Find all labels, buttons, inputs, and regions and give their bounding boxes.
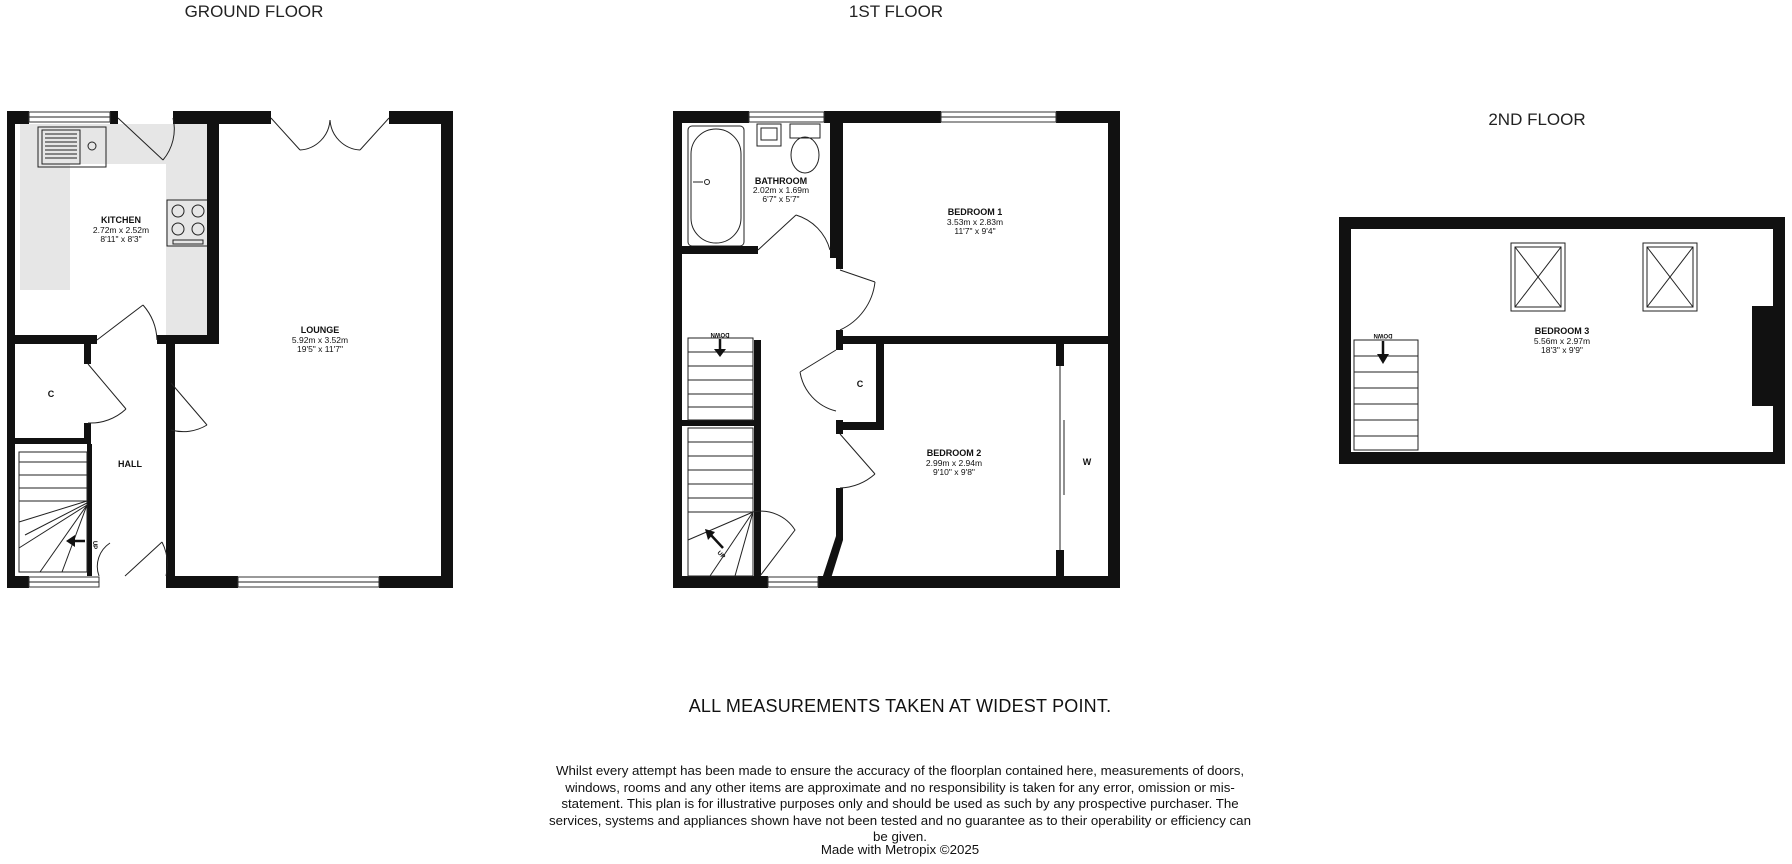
first-wall-cupboard-south bbox=[836, 422, 884, 430]
ground-wall-kitchen-hall-a bbox=[7, 335, 97, 344]
toilet bbox=[790, 124, 820, 173]
first-wall-west bbox=[673, 111, 682, 588]
kitchen-name: KITCHEN bbox=[101, 215, 141, 225]
bathtub bbox=[688, 126, 744, 246]
ground-wall-kitchen-lounge bbox=[207, 111, 219, 343]
lounge-name: LOUNGE bbox=[300, 325, 340, 335]
bedroom1-metric: 3.53m x 2.83m bbox=[946, 217, 1004, 227]
bedroom2-imperial: 9'10" x 9'8" bbox=[933, 467, 975, 477]
first-stairs-down-label: DOWN bbox=[710, 331, 730, 337]
first-stairs-up-label: UP bbox=[715, 550, 726, 561]
first-wall-stair-mid bbox=[682, 420, 758, 426]
bedroom1-imperial: 11'7" x 9'4" bbox=[954, 226, 996, 236]
second-wall-west bbox=[1339, 217, 1351, 464]
second-stairs-down-label: DOWN bbox=[1373, 332, 1393, 338]
ground-floor-title: GROUND FLOOR bbox=[184, 2, 324, 21]
ground-wall-north-a bbox=[7, 111, 29, 124]
bedroom1-door bbox=[840, 270, 875, 330]
front-door bbox=[97, 542, 167, 576]
lounge-imperial: 19'5" x 11'7" bbox=[297, 344, 343, 354]
bedroom3-metric: 5.56m x 2.97m bbox=[1533, 336, 1591, 346]
ground-wall-hall-lounge bbox=[166, 335, 175, 576]
first-wall-bed2-west-a bbox=[836, 420, 843, 434]
bathroom-imperial: 6'7" x 5'7" bbox=[762, 194, 800, 204]
measurement-note: ALL MEASUREMENTS TAKEN AT WIDEST POINT. bbox=[688, 696, 1112, 716]
bathroom-basin bbox=[757, 124, 781, 146]
skylight-left bbox=[1511, 243, 1565, 311]
lounge-french-doors bbox=[271, 118, 389, 150]
bedroom3-imperial: 18'3" x 9'9" bbox=[1541, 345, 1583, 355]
ground-wall-stair-east bbox=[87, 444, 92, 576]
ground-wall-cupboard-east-a bbox=[84, 344, 91, 364]
first-wall-south-b bbox=[818, 576, 1120, 588]
second-staircase bbox=[1354, 332, 1418, 450]
ground-stairs-up-label: UP bbox=[91, 540, 97, 550]
first-wall-bed1-south bbox=[836, 336, 1120, 344]
first-wall-stair-east bbox=[754, 340, 761, 576]
bedroom2-name: BEDROOM 2 bbox=[926, 448, 982, 458]
ground-wall-cupboard-south bbox=[15, 438, 90, 444]
second-wall-north bbox=[1339, 217, 1785, 229]
first-wall-cupboard-east bbox=[876, 344, 884, 430]
kitchen-imperial: 8'11" x 8'3" bbox=[100, 234, 142, 244]
ground-floor bbox=[7, 2, 453, 588]
first-wall-north-a bbox=[673, 111, 749, 123]
kitchen-counter-top bbox=[70, 124, 180, 164]
first-wall-wardrobe-b bbox=[1056, 550, 1064, 576]
second-floor-title: 2ND FLOOR bbox=[1488, 110, 1586, 129]
bedroom2-metric: 2.99m x 2.94m bbox=[925, 458, 983, 468]
first-cupboard-label: C bbox=[856, 379, 864, 389]
first-wall-bath-south bbox=[682, 246, 758, 254]
bathroom-metric: 2.02m x 1.69m bbox=[752, 185, 810, 195]
ground-wall-north-b bbox=[110, 111, 118, 124]
lounge-metric: 5.92m x 3.52m bbox=[291, 335, 349, 345]
bedroom3-name: BEDROOM 3 bbox=[1534, 326, 1590, 336]
first-wall-wardrobe-a bbox=[1056, 344, 1064, 366]
first-wall-east bbox=[1108, 111, 1120, 588]
ground-wall-cupboard-east-b bbox=[84, 423, 91, 444]
hall-name: HALL bbox=[118, 459, 142, 469]
kitchen-door bbox=[97, 305, 157, 340]
ground-wall-kitchen-hall-b bbox=[157, 335, 219, 344]
wardrobe-label: W bbox=[1082, 457, 1092, 467]
ground-cupboard-label: C bbox=[47, 389, 55, 399]
ground-wall-north-c bbox=[173, 111, 271, 124]
chimney-breast bbox=[1752, 306, 1773, 406]
first-wall-bed2-west-b bbox=[819, 488, 843, 588]
kitchen-counter-left bbox=[20, 124, 70, 290]
credit-text: Made with Metropix ©2025 bbox=[820, 842, 980, 857]
first-floor-title: 1ST FLOOR bbox=[848, 2, 944, 21]
ground-wall-south-a bbox=[7, 576, 29, 588]
cupboard-door-first bbox=[800, 350, 836, 411]
disclaimer-text: Whilst every attempt has been made to ensure the accuracy of the floorplan contained here, measurements of doors, windows, rooms and any other items are approximate and no responsibility is taken for any error, omission or mis-statement. This plan is for illustrative purposes only and should be used as such by any prospective purchaser. The services, systems and appliances shown have not been tested and no guarantee as to their operability or efficiency can be given. bbox=[549, 763, 1251, 844]
ground-wall-west bbox=[7, 111, 15, 588]
kitchen-metric: 2.72m x 2.52m bbox=[92, 225, 150, 235]
first-wall-north-b bbox=[824, 111, 941, 123]
ground-staircase bbox=[19, 452, 97, 572]
first-staircase bbox=[688, 331, 795, 576]
bathroom-name: BATHROOM bbox=[754, 176, 808, 186]
skylight-right bbox=[1643, 243, 1697, 311]
ground-wall-east bbox=[441, 111, 453, 588]
ground-wall-south-b bbox=[166, 576, 238, 588]
bedroom2-door bbox=[840, 434, 875, 488]
cupboard-door-ground bbox=[88, 364, 126, 423]
bedroom1-name: BEDROOM 1 bbox=[947, 207, 1003, 217]
second-wall-south bbox=[1339, 452, 1785, 464]
first-floor bbox=[673, 2, 1120, 588]
first-wall-bed1-west bbox=[836, 123, 843, 269]
second-floor bbox=[1339, 110, 1785, 464]
bathroom-door bbox=[758, 215, 830, 250]
first-wall-south-a bbox=[673, 576, 768, 588]
lounge-door bbox=[171, 383, 207, 432]
second-wall-east bbox=[1773, 217, 1785, 464]
ground-wall-south-c bbox=[379, 576, 453, 588]
